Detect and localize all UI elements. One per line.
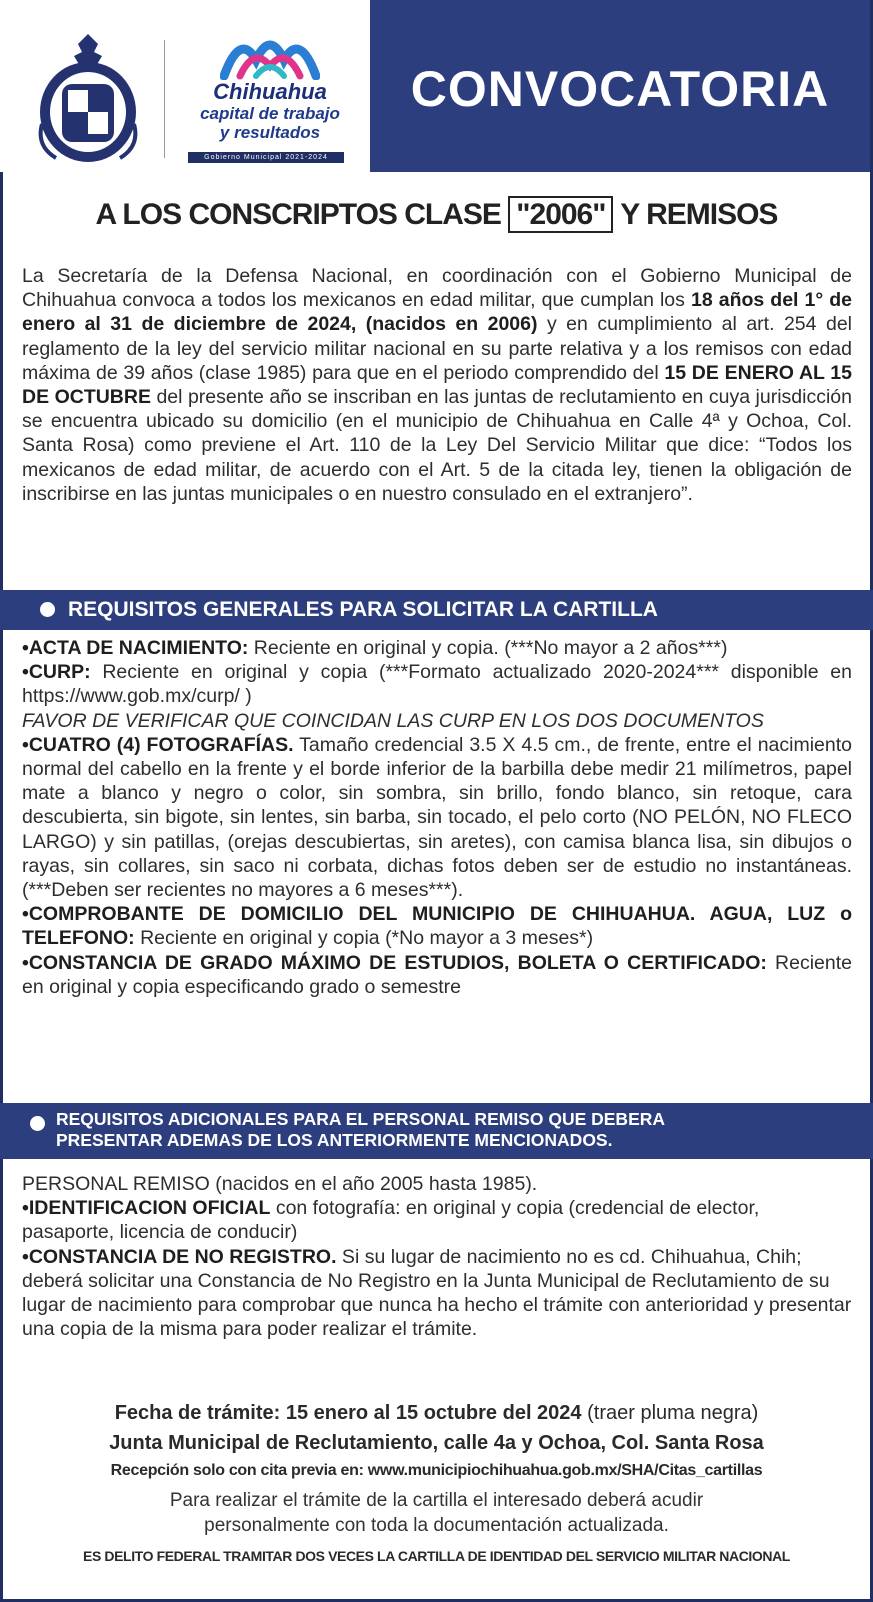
req-id-text: con fotografía: en original y copia (credencial de elector, pasaporte, licencia de conducir) [22, 1197, 760, 1244]
mountains-logo-icon [220, 30, 320, 80]
req-domicilio-label: •COMPROBANTE DE DOMICILIO DEL MUNICIPIO DE CHIHUAHUA. AGUA, LUZ o TELEFONO: [22, 903, 852, 950]
chihuahua-brand-logo [180, 30, 360, 170]
footer-delito: ES DELITO FEDERAL TRAMITAR DOS VECES LA CARTILLA DE IDENTIDAD DEL SERVICIO MILITAR NACIONAL [83, 1548, 790, 1564]
section-additional-title-1: REQUISITOS ADICIONALES PARA EL PERSONAL REMISO QUE DEBERA [56, 1109, 666, 1129]
bullet-icon [30, 1116, 45, 1131]
header [0, 0, 867, 172]
footer-personal [0, 1488, 873, 1538]
intro-bold-dates: 18 años del 1° de enero al 31 de diciembre de 2024, (nacidos en 2006) [22, 289, 852, 336]
req-curp-text: Reciente en original y copia (***Formato actualizado 2020-2024*** disponible en https://www.gob.mx/curp/ ) [22, 661, 852, 708]
general-requirements [22, 636, 852, 999]
section-additional-title-2: PRESENTAR ADEMAS DE LOS ANTERIORMENTE MENCIONADOS. [56, 1130, 613, 1150]
title-banner [370, 0, 870, 172]
req-no-registro [22, 1245, 852, 1342]
brand-name: Chihuahua [213, 79, 327, 104]
req-curp [22, 660, 852, 708]
req-curp-label: •CURP: [22, 661, 91, 684]
req-domicilio [22, 902, 852, 950]
footer-junta: Junta Municipal de Reclutamiento, calle 4a y Ochoa, Col. Santa Rosa [109, 1432, 764, 1454]
fecha-bold: Fecha de trámite: 15 enero al 15 octubre del 2024 [114, 1402, 582, 1424]
req-estudios [22, 951, 852, 999]
intro-text-2: y en cumplimiento al art. 254 del reglamento de la ley del servicio militar nacional en su parte relativa y a los remisos con edad máxima de 39 años (clase 1985) para que en el periodo comprendido del [22, 313, 852, 384]
section-general-title: REQUISITOS GENERALES PARA SOLICITAR LA CARTILLA [68, 598, 658, 621]
headline-class-year: "2006" [508, 196, 613, 233]
intro-text-1: La Secretaría de la Defensa Nacional, en coordinación con el Gobierno Municipal de Chihuahua convoca a todos los mexicanos en edad militar, que cumplan los [22, 265, 852, 312]
intro-bold-period: 15 DE ENERO AL 15 DE OCTUBRE [22, 361, 852, 409]
remiso-intro: PERSONAL REMISO (nacidos en el año 2005 hasta 1985). [22, 1173, 538, 1195]
intro-paragraph [22, 264, 852, 506]
req-domicilio-text: Reciente en original y copia (*No mayor a 3 meses*) [134, 927, 594, 950]
intro-text-3: del presente año se inscriban en las juntas de reclutamiento en cuya jurisdicción se encuentra ubicado su domicilio (en el municipio de Chihuahua en Calle 4ª y Ochoa, Col. Santa Rosa) como previene el Art. 110 de la Ley Del Servicio Militar que dice: “Todos los mexicanos de edad militar, de acuerdo con el Art. 5 de la citada ley, tienen la obligación de inscribirse en las juntas municipales o en nuestro consulado en el extranjero”. [22, 386, 852, 505]
brand-subtitle: Gobierno Municipal 2021-2024 [188, 152, 344, 163]
brand-tagline-1: capital de trabajo [200, 104, 340, 123]
req-fotos-text: Tamaño credencial 3.5 X 4.5 cm., de frente, entre el nacimiento normal del cabello en la frente y el borde inferior de la barbilla debe medir 21 milímetros, papel mate a blanco y negro o color, sin sombra, sin brillo, fondo blanco, sin retoque, cara descubierta, sin bigote, sin lentes, sin barba, sin tocado, el pelo corto (NO PELÓN, NO FLECO LARGO) y sin patillas, (orejas descubiertas, sin aretes), con camisa blanca lisa, sin dibujos o rayas, sin collares, sin saco ni corbata, dichas fotos deben ser de estudio no instantáneas. (***Deben ser recientes no mayores a 6 meses***). [22, 733, 852, 902]
req-acta-text: Reciente en original y copia. (***No mayor a 2 años***) [248, 637, 728, 659]
req-estudios-text: Reciente en original y copia especificando grado o semestre [22, 951, 852, 998]
logo-divider [164, 40, 165, 158]
curp-warning: FAVOR DE VERIFICAR QUE COINCIDAN LAS CURP EN LOS DOS DOCUMENTOS [22, 709, 764, 732]
req-acta-label: •ACTA DE NACIMIENTO: [22, 637, 249, 659]
fecha-note: (traer pluma negra) [581, 1402, 759, 1424]
req-noreg-text: Si su lugar de nacimiento no es cd. Chihuahua, Chih; deberá solicitar una Constancia de No Registro en la Junta Municipal de Reclutamiento de su lugar de nacimiento para comprobar que nunca ha hecho el trámite con anterioridad y presentar una copia de la misma para poder realizar el trámite. [22, 1245, 852, 1341]
section-additional-title [56, 1109, 816, 1151]
req-identificacion [22, 1196, 852, 1244]
coat-of-arms-icon [32, 28, 144, 166]
logo-area [0, 0, 370, 172]
footer-recepcion: Recepción solo con cita previa en: www.municipiochihuahua.gob.mx/SHA/Citas_cartillas [110, 1462, 763, 1479]
brand-tagline-2: y resultados [219, 123, 321, 142]
footer-fecha [0, 1402, 873, 1425]
page-title: CONVOCATORIA [410, 61, 830, 117]
bullet-icon [40, 602, 55, 617]
req-fotos-label: •CUATRO (4) FOTOGRAFÍAS. [22, 733, 294, 756]
req-id-label: •IDENTIFICACION OFICIAL [22, 1197, 271, 1220]
section-additional-requirements-bar [0, 1103, 873, 1159]
headline [0, 198, 873, 232]
footer-personal-1: Para realizar el trámite de la cartilla el interesado deberá acudir [169, 1490, 704, 1511]
section-general-requirements-bar [0, 590, 873, 630]
headline-before: A LOS CONSCRIPTOS CLASE [95, 198, 501, 231]
req-fotos [22, 733, 852, 902]
req-noreg-label: •CONSTANCIA DE NO REGISTRO. [22, 1245, 337, 1268]
req-estudios-label: •CONSTANCIA DE GRADO MÁXIMO DE ESTUDIOS, BOLETA O CERTIFICADO: [22, 951, 767, 974]
req-acta [22, 636, 852, 660]
remiso-requirements [22, 1172, 852, 1341]
headline-after: Y REMISOS [620, 198, 778, 231]
footer-personal-2: personalmente con toda la documentación actualizada. [204, 1515, 669, 1536]
